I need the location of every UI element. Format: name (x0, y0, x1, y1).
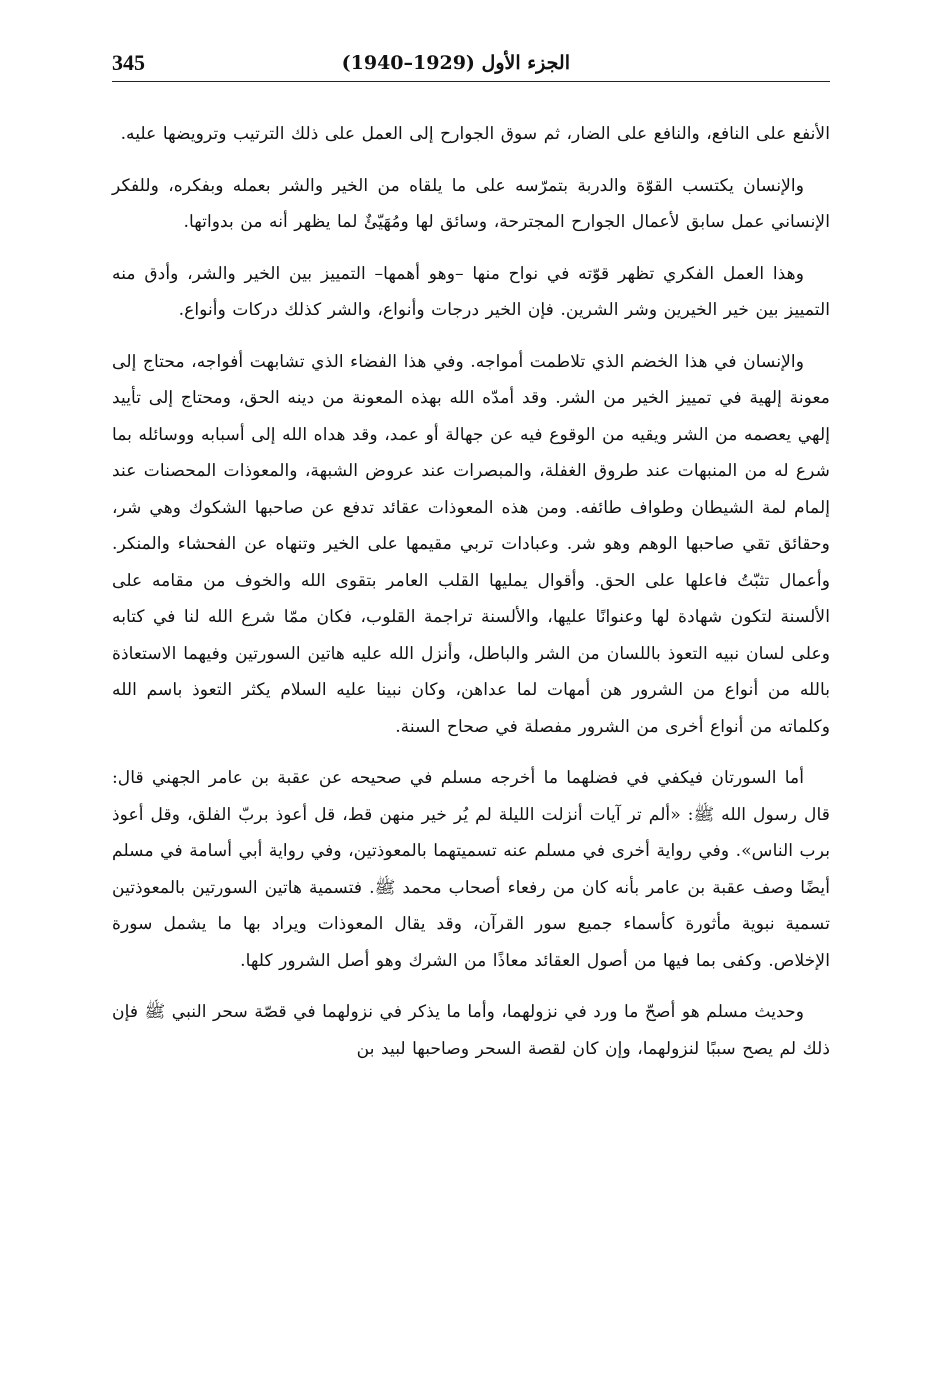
page-number: 345 (112, 50, 145, 75)
paragraph: أما السورتان فيكفي في فضلهما ما أخرجه مسلم في صحيحه عن عقبة بن عامر الجهني قال: قال رسول الله ﷺ: «ألم تر آيات أنزلت الليلة لم يُر خير منهن قط، قل أعوذ بربّ الفلق، وقل أعوذ برب الناس». وفي رواية أخرى في مسلم عنه تسميتهما بالمعوذتين، وفي رواية أبي أسامة في مسلم أيضًا وصف عقبة بن عامر بأنه كان من رفعاء أصحاب محمد ﷺ. فتسمية هاتين السورتين بالمعوذتين تسمية نبوية مأثورة كأسماء جميع سور القرآن، وقد يقال المعوذات ويراد بها ما يشمل سورة الإخلاص. وكفى بما فيها من أصول العقائد معاذًا من الشرك وهو أصل الشرور كلها. (112, 768, 830, 971)
header-rule (112, 81, 830, 82)
page-header (112, 40, 830, 76)
paragraph: الأنفع على النافع، والنافع على الضار، ثم سوق الجوارح إلى العمل على ذلك الترتيب وترويضها عليه. (120, 124, 830, 144)
paragraph: والإنسان في هذا الخضم الذي تلاطمت أمواجه. وفي هذا الفضاء الذي تشابهت أفواجه، محتاج إلى معونة إلهية في تمييز الخير من الشر. وقد أمدّه الله بهذه المعونة من دينه الحق، ومحتاج إلى تأييد إلهي يعصمه من الشر ويقيه من الوقوع فيه عن جهالة أو عمد، وقد هداه الله إلى أسبابه ووسائله بما شرع له من المنبهات عند طروق الغفلة، والمبصرات عند عروض الشبهة، والمعوذات المحصنات عند إلمام لمة الشيطان وطواف طائفه. ومن هذه المعوذات عقائد تدفع عن صاحبها الشكوك وهي شر، وحقائق تقي صاحبها الوهم وهو شر. وعبادات تربي مقيمها على الخير وتنهاه عن الفحشاء والمنكر. وأعمال تثبّتُ فاعلها على الحق. وأقوال يمليها القلب العامر بتقوى الله والخوف من مقامه على الألسنة لتكون شهادة لها وعنوانًا عليها، والألسنة تراجمة القلوب، فكان ممّا شرع الله لنا في كتابه وعلى لسان نبيه التعوذ باللسان من الشر والباطل، وأنزل الله عليه هاتين السورتين وفيهما الاستعاذة بالله من أنواع من الشرور هن أمهات لما عداهن، وكان نبينا عليه السلام يكثر التعوذ باسم الله وكلماته من أنواع أخرى من الشرور مفصلة في صحاح السنة. (112, 351, 830, 737)
body-text (112, 116, 830, 1082)
running-title: الجزء الأول (1929–1940) (341, 52, 570, 74)
paragraph: والإنسان يكتسب القوّة والدربة بتمرّسه على ما يلقاه من الخير والشر بعمله وبفكره، وللفكر الإنساني عمل سابق لأعمال الجوارح المجترحة، وسائق لها ومُهَيّئٌ لما يظهر أنه من بدواتها. (112, 175, 830, 232)
paragraph: وهذا العمل الفكري تظهر قوّته في نواح منها –وهو أهمها– التمييز بين الخير والشر، وأدق منه التمييز بين خير الخيرين وشر الشرين. فإن الخير درجات وأنواع، والشر كذلك دركات وأنواع. (112, 263, 830, 320)
paragraph: وحديث مسلم هو أصحّ ما ورد في نزولهما، وأما ما يذكر في نزولهما في قصّة سحر النبي ﷺ فإن ذلك لم يصح سببًا لنزولهما، وإن كان لقصة السحر وصاحبها لبيد بن (112, 1002, 830, 1059)
